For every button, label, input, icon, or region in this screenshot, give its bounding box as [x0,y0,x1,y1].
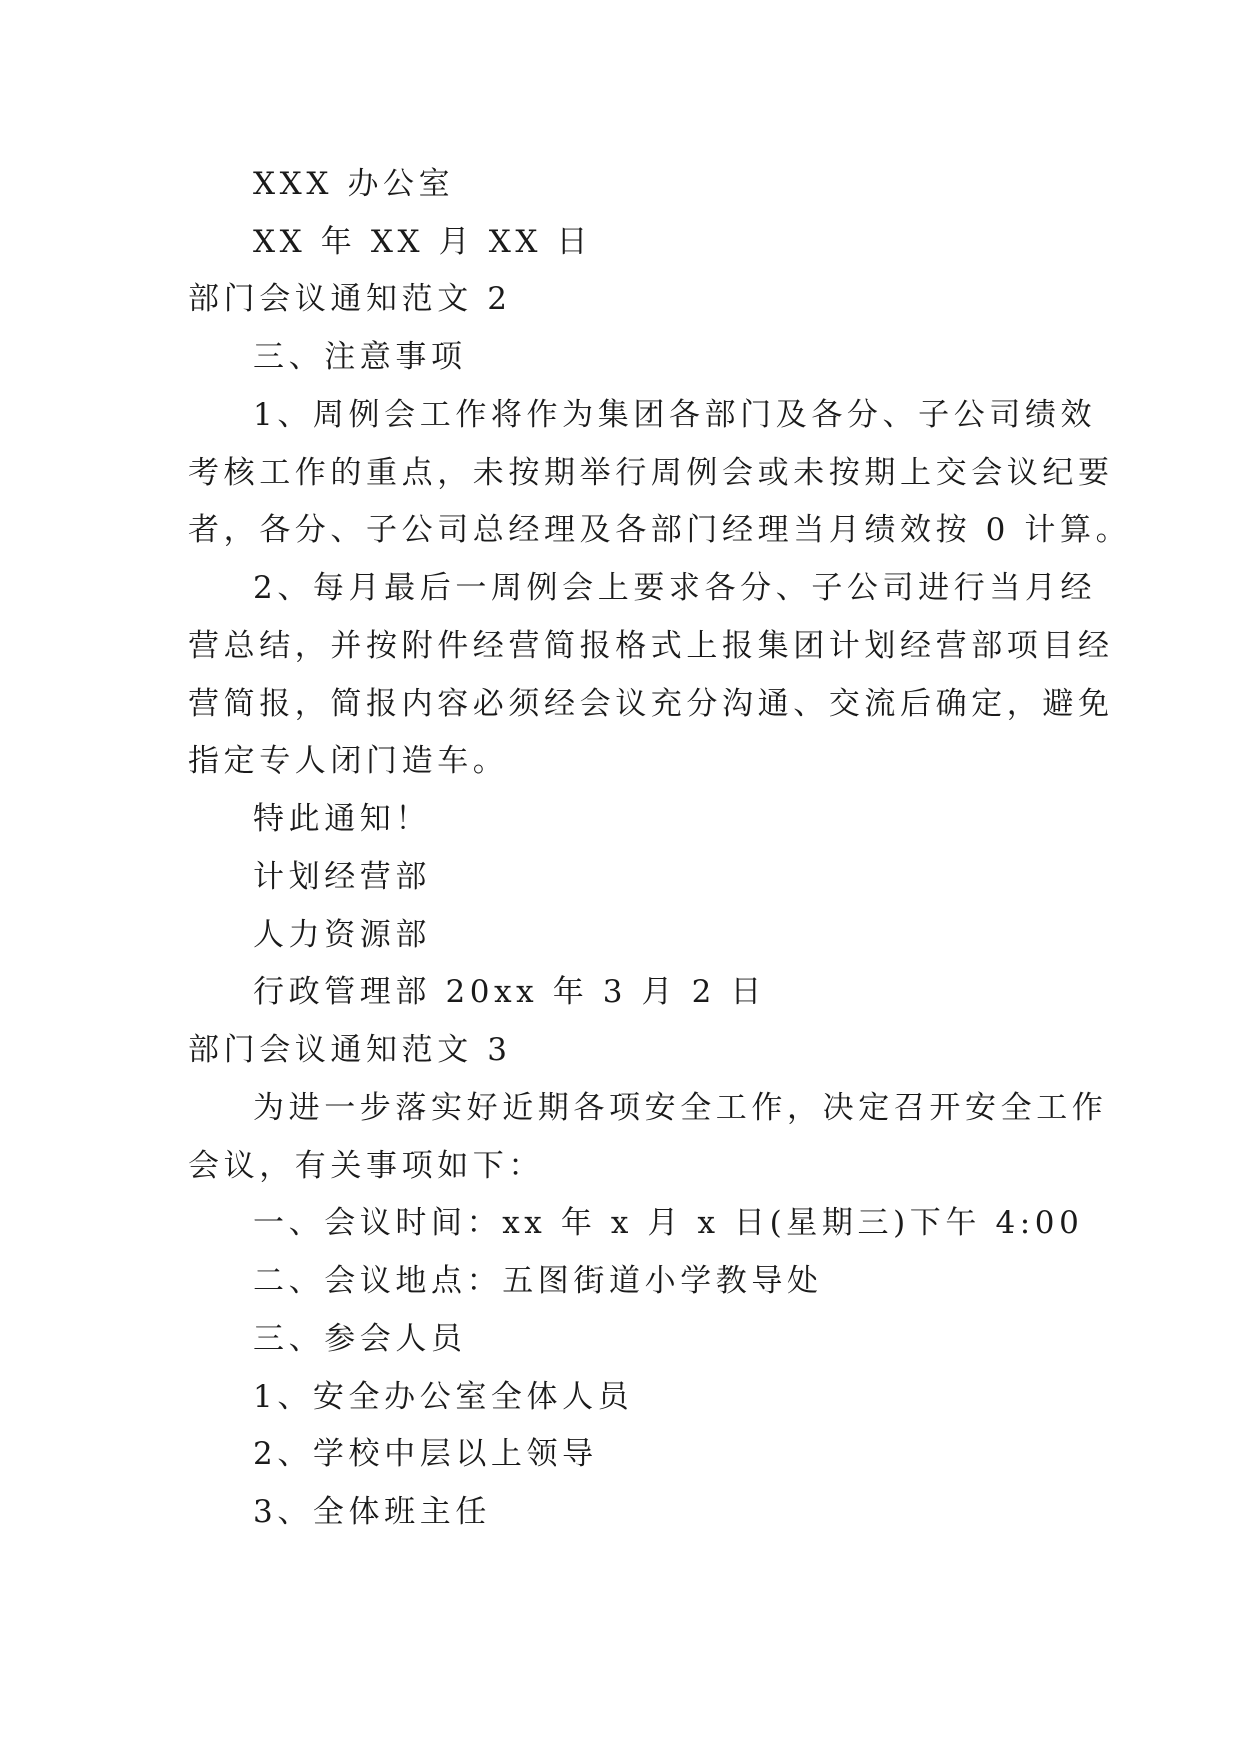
office-signature: XXX 办公室 [253,166,455,202]
department-signature-date: 行政管理部 20xx 年 3 月 2 日 [253,974,766,1010]
attendee-item: 1、安全办公室全体人员 [253,1379,634,1415]
department-signature: 计划经营部 [253,859,431,895]
meeting-time: 一、会议时间：xx 年 x 月 x 日(星期三)下午 4:00 [253,1205,1084,1241]
notice-closing: 特此通知！ [253,801,431,837]
paragraph-line: 会议，有关事项如下： [188,1148,544,1184]
section-heading-sample-2: 部门会议通知范文 2 [188,281,512,317]
paragraph-line: 考核工作的重点，未按期举行周例会或未按期上交会议纪要 [188,455,1114,491]
paragraph-line: 营简报，简报内容必须经会议充分沟通、交流后确定，避免 [188,686,1114,722]
section-heading-sample-3: 部门会议通知范文 3 [188,1032,512,1068]
subheading-attendees: 三、参会人员 [253,1321,467,1357]
paragraph-line: 指定专人闭门造车。 [188,743,509,779]
paragraph-line: 者，各分、子公司总经理及各部门经理当月绩效按 0 计算。 [188,512,1132,548]
paragraph-line: 1、周例会工作将作为集团各部门及各分、子公司绩效 [253,397,1097,433]
paragraph-line: 营总结，并按附件经营简报格式上报集团计划经营部项目经 [188,628,1114,664]
paragraph-line: 2、每月最后一周例会上要求各分、子公司进行当月经 [253,570,1097,606]
attendee-item: 2、学校中层以上领导 [253,1436,598,1472]
paragraph-line: 为进一步落实好近期各项安全工作，决定召开安全工作 [253,1090,1108,1126]
signature-date: XX 年 XX 月 XX 日 [253,224,593,260]
subheading-notes: 三、注意事项 [253,339,467,375]
attendee-item: 3、全体班主任 [253,1494,491,1530]
meeting-location: 二、会议地点：五图街道小学教导处 [253,1263,823,1299]
department-signature: 人力资源部 [253,917,431,953]
